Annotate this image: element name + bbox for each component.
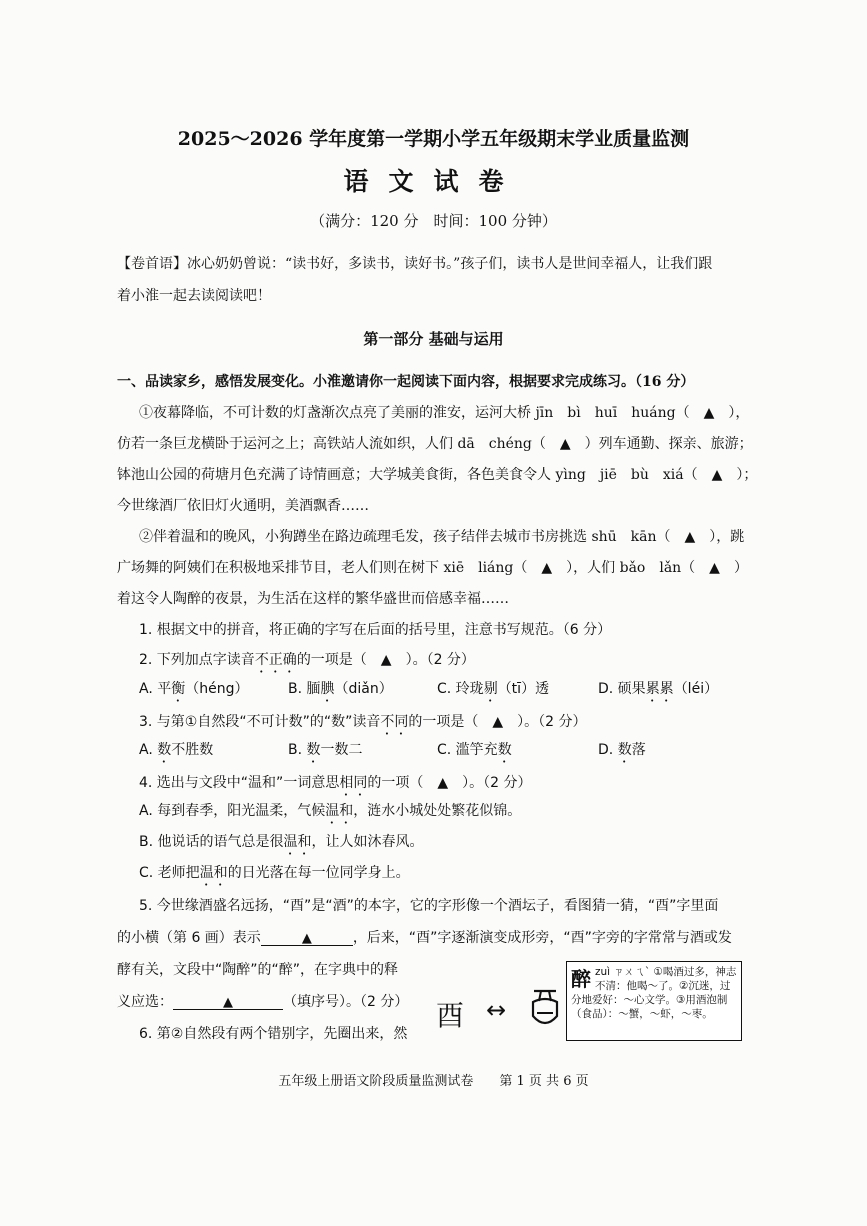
question-4 xyxy=(139,775,531,799)
q4-text-post: 的一项（ ▲ ）。（2 分） xyxy=(367,775,532,791)
score-time-info: （满分：120 分 时间：100 分钟） xyxy=(310,212,557,230)
passage-p2-line-2: 广场舞的阿姨们在积极地采排节目，老人们则在树下 xiē liáng（ ▲ ），人们 bǎo lǎn（ ▲ ） xyxy=(117,560,748,576)
ancient-you-glyph-icon xyxy=(528,986,562,1030)
q2-text-pre: 2. 下列加点字读音 xyxy=(139,652,255,668)
question-5-line-1: 5. 今世缘酒盛名远扬，“酉”是“酒”的本字，它的字形像一个酒坛子，看图猜一猜，“酉”字里面 xyxy=(139,898,719,914)
subject-title: 语文试卷 xyxy=(343,167,524,196)
q3-option-b[interactable]: B. 数一数二 xyxy=(288,742,363,758)
preface-line-2: 着小淮一起去读阅读吧！ xyxy=(117,288,271,304)
q2-text-post: 的一项是（ ▲ ）。（2 分） xyxy=(296,652,475,668)
q5-answer-blank-2[interactable]: ▲ xyxy=(173,995,283,1010)
q3-option-c[interactable]: C. 滥竽充数 xyxy=(437,742,512,758)
q5-answer-blank-1[interactable]: ▲ xyxy=(261,931,353,946)
q2-emphasis: 不正确 xyxy=(254,652,297,668)
q4-option-b[interactable]: B. 他说话的语气总是很温和，让人如沐春风。 xyxy=(139,834,424,850)
dictionary-headword: 醉 xyxy=(571,967,591,991)
q3-text-pre: 3. 与第①自然段“不可计数”的“数”读音 xyxy=(139,714,381,730)
passage-p2-line-1: ②伴着温和的晚风，小狗蹲坐在路边疏理毛发，孩子结伴去城市书房挑选 shū kān（ ▲ ），跳 xyxy=(139,529,745,545)
section-title: 第一部分 基础与运用 xyxy=(363,330,504,348)
preface-line-1: 【卷首语】冰心奶奶曾说：“读书好，多读书，读好书。”孩子们，读书人是世间幸福人，让我们跟 xyxy=(117,256,713,272)
question-5-line-3: 酵有关，文段中“陶醉”的“醉”，在字典中的释 xyxy=(117,962,399,978)
question-2 xyxy=(139,652,475,676)
page-footer: 五年级上册语文阶段质量监测试卷 第 1 页 共 6 页 xyxy=(278,1074,589,1089)
exam-title: 2025～2026 学年度第一学期小学五年级期末学业质量监测 xyxy=(177,128,690,150)
q4-text-pre: 4. 选出与文段中“温和”一词意思 xyxy=(139,775,340,791)
q3-emphasis: 不同 xyxy=(380,714,409,730)
passage-p1-line-1: ①夜幕降临，不可计数的灯盏渐次点亮了美丽的淮安，运河大桥 jīn bì huī huáng（ ▲ ）， xyxy=(139,405,750,421)
question-group-intro: 一、品读家乡，感悟发展变化。小淮邀请你一起阅读下面内容，根据要求完成练习。（16 分） xyxy=(117,374,695,390)
q4-option-c[interactable]: C. 老师把温和的日光落在每一位同学身上。 xyxy=(139,865,410,881)
passage-p1-line-3: 钵池山公园的荷塘月色充满了诗情画意；大学城美食街，各色美食令人 yìng jiē bù xiá（ ▲ ）； xyxy=(117,467,758,483)
question-3 xyxy=(139,714,587,738)
q2-option-b[interactable]: B. 腼腆（diǎn） xyxy=(288,681,393,697)
question-1: 1. 根据文中的拼音，将正确的字写在后面的括号里，注意书写规范。（6 分） xyxy=(139,622,612,638)
glyph-evolution-figure xyxy=(428,982,568,1034)
passage-p1-line-4: 今世缘酒厂依旧灯火通明，美酒飘香…… xyxy=(117,498,369,514)
q4-option-a[interactable]: A. 每到春季，阳光温柔，气候温和，涟水小城处处繁花似锦。 xyxy=(139,803,522,819)
q2-option-d[interactable]: D. 硕果累累（léi） xyxy=(598,681,719,697)
evolution-arrow-icon: ↔ xyxy=(486,996,507,1024)
question-6: 6. 第②自然段有两个错别字，先圈出来，然 xyxy=(139,1026,408,1042)
q2-option-c[interactable]: C. 玲珑剔（tī）透 xyxy=(437,681,550,697)
q2-option-a[interactable]: A. 平衡（héng） xyxy=(139,681,249,697)
question-5-line-4: 义应选： ▲ （填序号）。（2 分） xyxy=(117,994,409,1010)
passage-p2-line-3: 着这令人陶醉的夜景，为生活在这样的繁华盛世而倍感幸福…… xyxy=(117,591,509,607)
q3-option-a[interactable]: A. 数不胜数 xyxy=(139,742,214,758)
modern-you-glyph: 酉 xyxy=(436,999,465,1032)
question-5-line-2: 的小横（第 6 画）表示 ▲ ，后来，“酉”字逐渐演变成形旁，“酉”字旁的字常常与酒或发 xyxy=(117,930,732,946)
dictionary-definition: zuì ㄗㄨㄟˋ ①喝酒过多，神志不清：他喝～了。②沉迷，过分地爱好：～心文学。③用酒泡制（食品）：～蟹，～虾，～枣。 xyxy=(571,966,737,1020)
q3-text-post: 的一项是（ ▲ ）。（2 分） xyxy=(408,714,587,730)
q4-emphasis: 相同 xyxy=(339,775,368,791)
passage-p1-line-2: 仿若一条巨龙横卧于运河之上；高铁站人流如织，人们 dā chéng（ ▲ ）列车通勤、探亲、旅游； xyxy=(117,436,753,452)
dictionary-entry-box xyxy=(566,961,742,1041)
q3-option-d[interactable]: D. 数落 xyxy=(598,742,646,758)
